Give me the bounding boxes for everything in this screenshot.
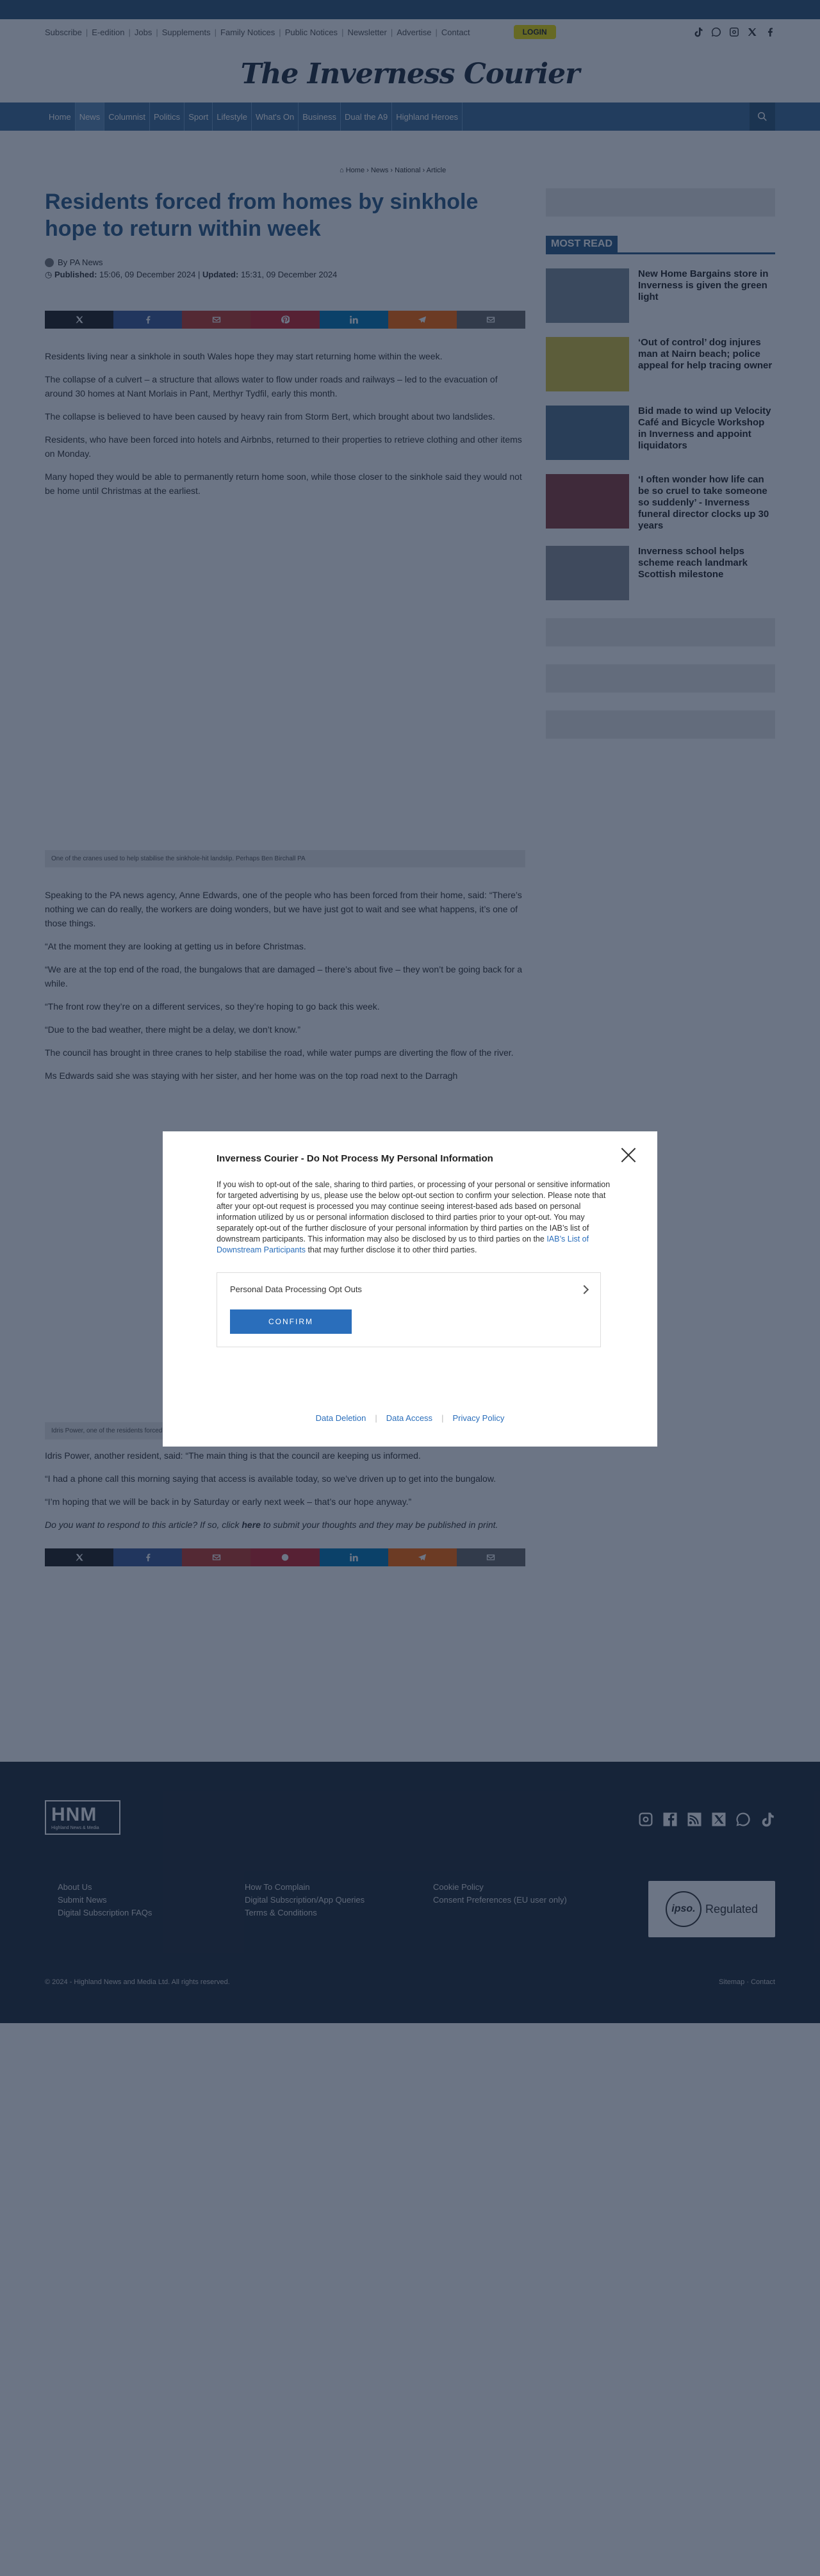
dialog-footer-links: Data Deletion | Data Access | Privacy Policy <box>315 1413 505 1423</box>
chevron-right-icon <box>580 1284 589 1293</box>
data-access-link[interactable]: Data Access <box>386 1413 433 1423</box>
close-icon[interactable] <box>619 1145 638 1165</box>
opt-out-section <box>217 1272 601 1347</box>
data-processing-opt-outs-row[interactable] <box>230 1284 587 1294</box>
dialog-body-text: If you wish to opt-out of the sale, sharing to third parties, or processing of your personal or sensitive information for targeted advertising by us, please use the below opt-out section to confirm your selection. Please note that after your opt-out request is processed you may continue seeing interest-based ads based on personal information utilized by us or personal information disclosed to third parties prior to your opt-out. You may separately opt-out of the further disclosure of your personal information by third parties on the IAB’s list of downstream participants. This information may also be disclosed by us to third parties on the <box>217 1180 611 1243</box>
dialog-body <box>217 1179 619 1256</box>
opt-out-label: Personal Data Processing Opt Outs <box>230 1284 362 1294</box>
privacy-opt-out-dialog <box>163 1131 657 1447</box>
privacy-policy-link[interactable]: Privacy Policy <box>452 1413 505 1423</box>
data-deletion-link[interactable]: Data Deletion <box>315 1413 366 1423</box>
iab-downstream-participants-link[interactable]: IAB’s List of Downstream Participants <box>217 1235 589 1254</box>
confirm-button[interactable]: CONFIRM <box>230 1309 352 1334</box>
dialog-body-text-end: that may further disclose it to other third parties. <box>308 1245 477 1254</box>
dialog-title: Inverness Courier - Do Not Process My Personal Information <box>217 1153 493 1164</box>
